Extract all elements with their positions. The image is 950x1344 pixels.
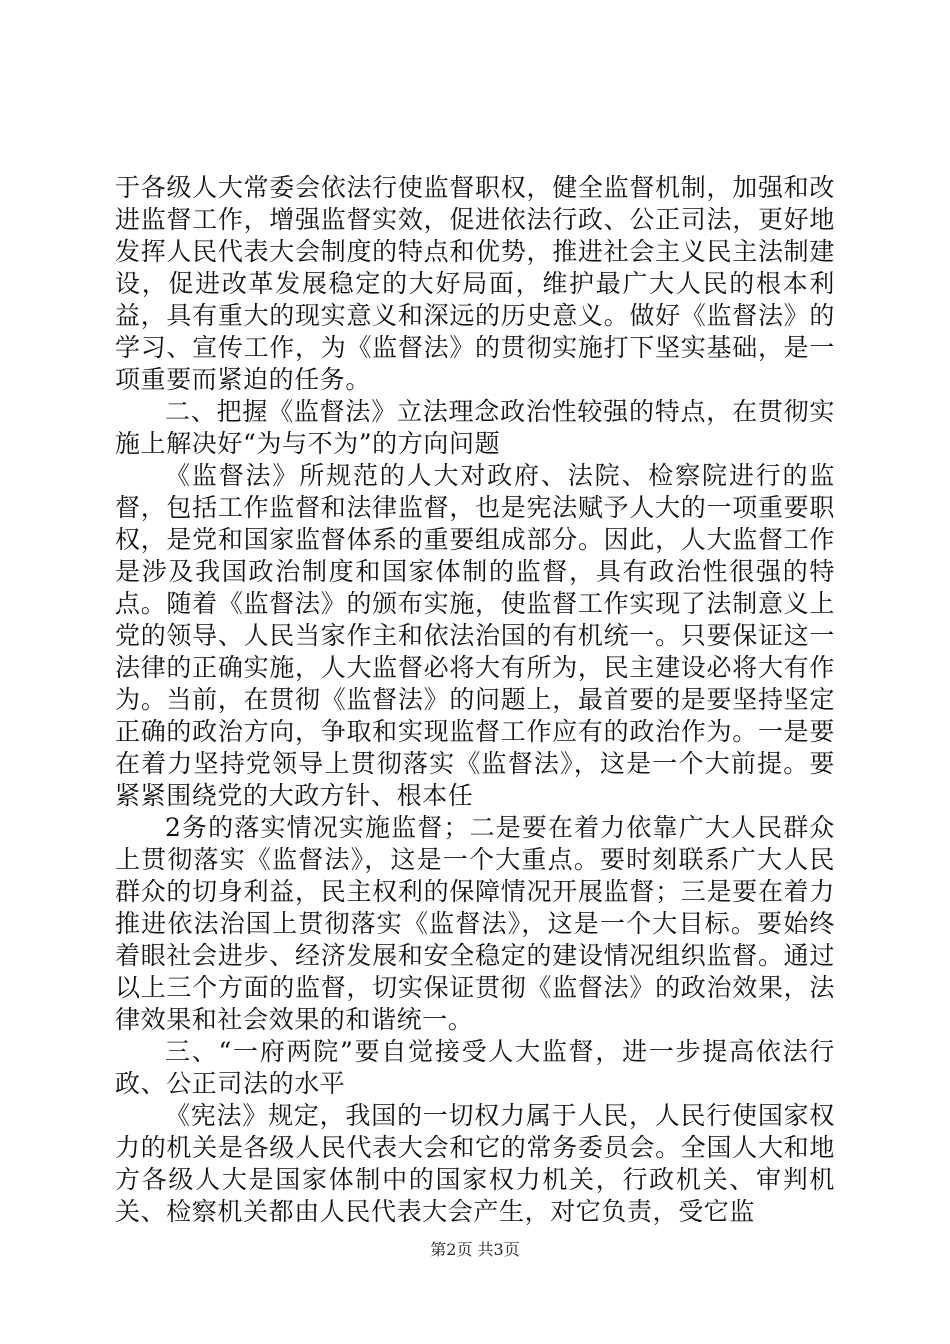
section-heading-2: 二、把握《监督法》立法理念政治性较强的特点，在贯彻实施上解决好“为与不为”的方向问题 [115, 397, 835, 458]
paragraph-4: 《宪法》规定，我国的一切权力属于人民，人民行使国家权力的机关是各级人民代表大会和它的常务委员会。全国人大和地方各级人大是国家体制中的国家权力机关，行政机关、审判机关、检察机关都由人民代表大会产生，对它负责，受它监 [115, 1101, 835, 1226]
paragraph-2: 《监督法》所规范的人大对政府、法院、检察院进行的监督，包括工作监督和法律监督，也是宪法赋予人大的一项重要职权，是党和国家监督体系的重要组成部分。因此，人大监督工作是涉及我国政治制度和国家体制的监督，具有政治性很强的特点。随着《监督法》的颁布实施，使监督工作实现了法制意义上党的领导、人民当家作主和依法治国的有机统一。只要保证这一法律的正确实施，人大监督必将大有所为，民主建设必将大有作为。当前，在贯彻《监督法》的问题上，最首要的是要坚持坚定正确的政治方向，争取和实现监督工作应有的政治作为。一是要在着力坚持党领导上贯彻落实《监督法》，这是一个大前提。要紧紧围绕党的大政方针、根本任 [115, 461, 835, 810]
section-heading-3: 三、“一府两院”要自觉接受人大监督，进一步提高依法行政、公正司法的水平 [115, 1037, 835, 1098]
paragraph-1: 于各级人大常委会依法行使监督职权，健全监督机制，加强和改进监督工作，增强监督实效，促进依法行政、公正司法，更好地发挥人民代表大会制度的特点和优势，推进社会主义民主法制建设，促进改革发展稳定的大好局面，维护最广大人民的根本利益，具有重大的现实意义和深远的历史意义。做好《监督法》的学习、宣传工作，为《监督法》的贯彻实施打下坚实基础，是一项重要而紧迫的任务。 [115, 173, 835, 394]
document-body [115, 172, 835, 1228]
page-footer: 第2页 共3页 [430, 1240, 520, 1259]
paragraph-3: 2务的落实情况实施监督；二是要在着力依靠广大人民群众上贯彻落实《监督法》，这是一个大重点。要时刻联系广大人民群众的切身利益，民主权利的保障情况开展监督；三是要在着力推进依法治国上贯彻落实《监督法》，这是一个大目标。要始终着眼社会进步、经济发展和安全稳定的建设情况组织监督。通过以上三个方面的监督，切实保证贯彻《监督法》的政治效果，法律效果和社会效果的和谐统一。 [115, 813, 835, 1034]
